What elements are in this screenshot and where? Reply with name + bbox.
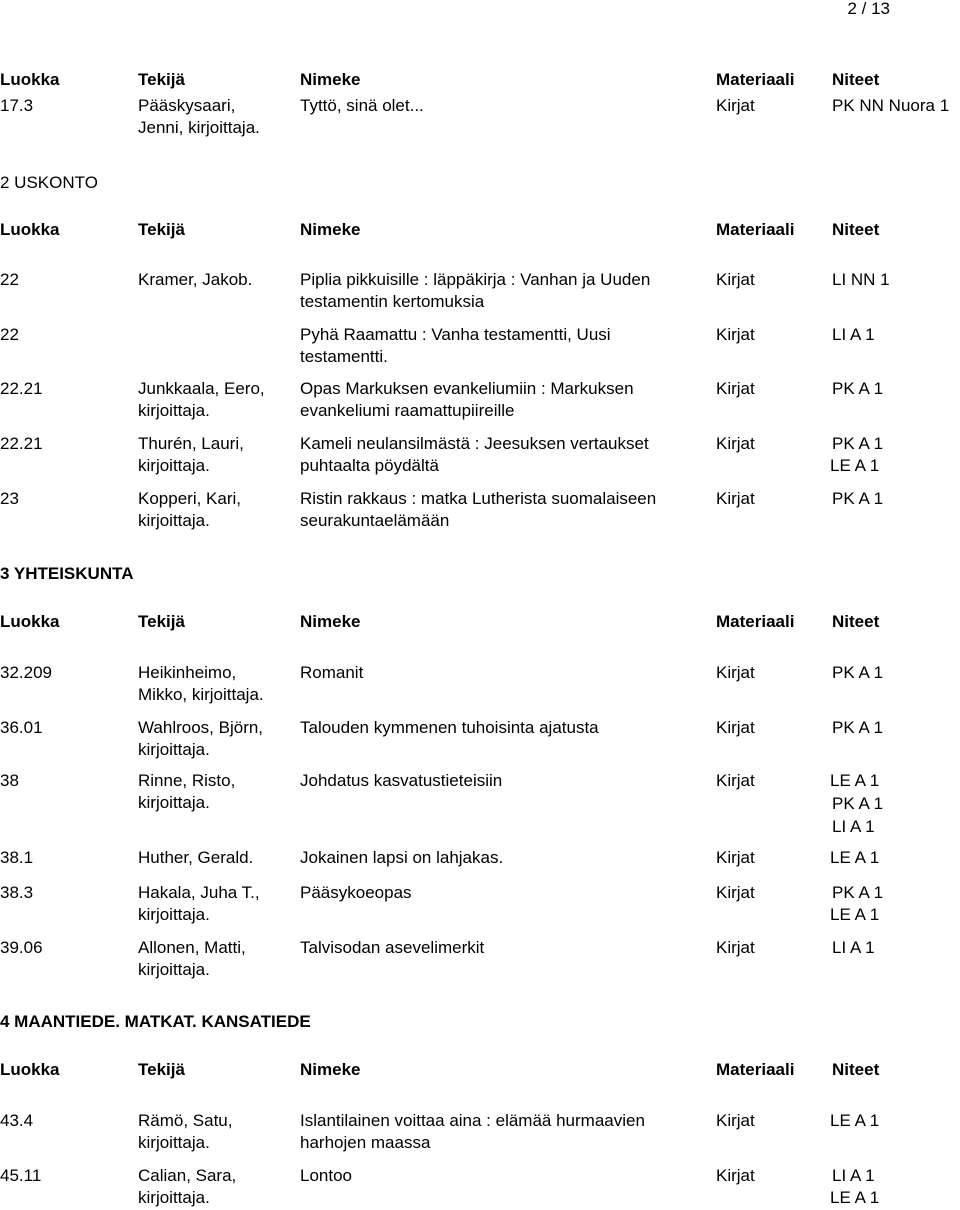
cell-materiaali: Kirjat xyxy=(716,434,755,453)
cell-tekija: Jenni, kirjoittaja. xyxy=(138,118,260,137)
cell-niteet: PK A 1 xyxy=(832,663,884,682)
cell-nimeke: Jokainen lapsi on lahjakas. xyxy=(300,848,504,867)
cell-luokka: 38 xyxy=(0,771,19,790)
cell-niteet: LI A 1 xyxy=(832,1166,875,1185)
header-tekija: Tekijä xyxy=(138,612,185,631)
cell-niteet: PK A 1 xyxy=(832,489,884,508)
cell-materiaali: Kirjat xyxy=(716,938,755,957)
cell-nimeke: Piplia pikkuisille : läppäkirja : Vanhan ja Uuden xyxy=(300,270,651,289)
cell-luokka: 43.4 xyxy=(0,1111,34,1130)
section-title: 3 YHTEISKUNTA xyxy=(0,564,134,583)
cell-tekija: Calian, Sara, xyxy=(138,1166,237,1185)
header-nimeke: Nimeke xyxy=(300,70,361,89)
cell-tekija: Thurén, Lauri, xyxy=(138,434,244,453)
cell-tekija: Junkkaala, Eero, xyxy=(138,379,265,398)
cell-nimeke: Ristin rakkaus : matka Lutherista suomalaiseen xyxy=(300,489,657,508)
cell-niteet: LI A 1 xyxy=(832,325,875,344)
cell-niteet: PK A 1 xyxy=(832,883,884,902)
cell-tekija: Pääskysaari, xyxy=(138,96,236,115)
cell-materiaali: Kirjat xyxy=(716,489,755,508)
cell-nimeke: puhtaalta pöydältä xyxy=(300,456,439,475)
header-materiaali: Materiaali xyxy=(716,70,795,89)
header-nimeke: Nimeke xyxy=(300,612,361,631)
header-niteet: Niteet xyxy=(832,70,880,89)
cell-nimeke: Pyhä Raamattu : Vanha testamentti, Uusi xyxy=(300,325,611,344)
cell-tekija: Rämö, Satu, xyxy=(138,1111,233,1130)
cell-materiaali: Kirjat xyxy=(716,848,755,867)
cell-materiaali: Kirjat xyxy=(716,379,755,398)
cell-materiaali: Kirjat xyxy=(716,883,755,902)
cell-materiaali: Kirjat xyxy=(716,325,755,344)
cell-nimeke: Kameli neulansilmästä : Jeesuksen vertaukset xyxy=(300,434,649,453)
cell-nimeke: Opas Markuksen evankeliumiin : Markuksen xyxy=(300,379,634,398)
cell-tekija: kirjoittaja. xyxy=(138,960,210,979)
cell-niteet: LI A 1 xyxy=(832,938,875,957)
cell-tekija: kirjoittaja. xyxy=(138,511,210,530)
header-nimeke: Nimeke xyxy=(300,1060,361,1079)
cell-tekija: kirjoittaja. xyxy=(138,401,210,420)
header-tekija: Tekijä xyxy=(138,220,185,239)
cell-luokka: 22.21 xyxy=(0,379,43,398)
cell-materiaali: Kirjat xyxy=(716,96,755,115)
cell-niteet: PK A 1 xyxy=(832,434,884,453)
cell-nimeke: Johdatus kasvatustieteisiin xyxy=(300,771,503,790)
cell-tekija: Heikinheimo, xyxy=(138,663,237,682)
cell-tekija: kirjoittaja. xyxy=(138,740,210,759)
cell-nimeke: Pääsykoeopas xyxy=(300,883,412,902)
cell-luokka: 32.209 xyxy=(0,663,52,682)
section-title: 2 USKONTO xyxy=(0,173,98,192)
cell-materiaali: Kirjat xyxy=(716,771,755,790)
cell-nimeke: evankeliumi raamattupiireille xyxy=(300,401,515,420)
header-luokka: Luokka xyxy=(0,612,60,631)
cell-luokka: 38.1 xyxy=(0,848,34,867)
header-tekija: Tekijä xyxy=(138,1060,185,1079)
cell-tekija: Kopperi, Kari, xyxy=(138,489,241,508)
cell-niteet: PK A 1 xyxy=(832,379,884,398)
header-niteet: Niteet xyxy=(832,612,880,631)
cell-niteet: LI NN 1 xyxy=(832,270,890,289)
cell-tekija: kirjoittaja. xyxy=(138,1188,210,1207)
page-number: 2 / 13 xyxy=(847,0,890,18)
cell-nimeke: testamentti. xyxy=(300,347,388,366)
cell-niteet: PK NN Nuora 1 xyxy=(832,96,950,115)
header-luokka: Luokka xyxy=(0,70,60,89)
cell-luokka: 22 xyxy=(0,325,19,344)
header-luokka: Luokka xyxy=(0,220,60,239)
cell-nimeke: Romanit xyxy=(300,663,364,682)
cell-niteet: LE A 1 xyxy=(830,848,880,867)
cell-tekija: Kramer, Jakob. xyxy=(138,270,253,289)
cell-niteet: LE A 1 xyxy=(830,771,880,790)
cell-materiaali: Kirjat xyxy=(716,270,755,289)
cell-niteet: LE A 1 xyxy=(830,1111,880,1130)
cell-tekija: kirjoittaja. xyxy=(138,1133,210,1152)
cell-nimeke: Tyttö, sinä olet... xyxy=(300,96,424,115)
cell-tekija: Allonen, Matti, xyxy=(138,938,246,957)
cell-niteet: LE A 1 xyxy=(830,1188,880,1207)
cell-tekija: Mikko, kirjoittaja. xyxy=(138,685,264,704)
cell-tekija: kirjoittaja. xyxy=(138,793,210,812)
header-materiaali: Materiaali xyxy=(716,1060,795,1079)
header-materiaali: Materiaali xyxy=(716,612,795,631)
cell-luokka: 23 xyxy=(0,489,19,508)
cell-tekija: Wahlroos, Björn, xyxy=(138,718,264,737)
cell-luokka: 38.3 xyxy=(0,883,34,902)
cell-niteet: LI A 1 xyxy=(832,817,875,836)
cell-niteet: LE A 1 xyxy=(830,456,880,475)
cell-materiaali: Kirjat xyxy=(716,663,755,682)
cell-nimeke: seurakuntaelämään xyxy=(300,511,450,530)
section-title: 4 MAANTIEDE. MATKAT. KANSATIEDE xyxy=(0,1012,311,1031)
cell-tekija: Huther, Gerald. xyxy=(138,848,254,867)
header-tekija: Tekijä xyxy=(138,70,185,89)
cell-tekija: Rinne, Risto, xyxy=(138,771,236,790)
cell-niteet: PK A 1 xyxy=(832,718,884,737)
cell-luokka: 22 xyxy=(0,270,19,289)
cell-niteet: PK A 1 xyxy=(832,794,884,813)
cell-tekija: kirjoittaja. xyxy=(138,905,210,924)
header-nimeke: Nimeke xyxy=(300,220,361,239)
cell-luokka: 39.06 xyxy=(0,938,43,957)
cell-tekija: kirjoittaja. xyxy=(138,456,210,475)
cell-luokka: 17.3 xyxy=(0,96,34,115)
cell-tekija: Hakala, Juha T., xyxy=(138,883,260,902)
cell-nimeke: harhojen maassa xyxy=(300,1133,431,1152)
cell-nimeke: testamentin kertomuksia xyxy=(300,292,485,311)
cell-materiaali: Kirjat xyxy=(716,1111,755,1130)
cell-luokka: 45.11 xyxy=(0,1166,42,1185)
header-materiaali: Materiaali xyxy=(716,220,795,239)
header-niteet: Niteet xyxy=(832,1060,880,1079)
cell-nimeke: Talouden kymmenen tuhoisinta ajatusta xyxy=(300,718,599,737)
header-luokka: Luokka xyxy=(0,1060,60,1079)
cell-materiaali: Kirjat xyxy=(716,718,755,737)
cell-nimeke: Lontoo xyxy=(300,1166,352,1185)
cell-luokka: 22.21 xyxy=(0,434,43,453)
cell-nimeke: Talvisodan asevelimerkit xyxy=(300,938,485,957)
cell-materiaali: Kirjat xyxy=(716,1166,755,1185)
cell-nimeke: Islantilainen voittaa aina : elämää hurmaavien xyxy=(300,1111,645,1130)
cell-niteet: LE A 1 xyxy=(830,905,880,924)
header-niteet: Niteet xyxy=(832,220,880,239)
cell-luokka: 36.01 xyxy=(0,718,43,737)
